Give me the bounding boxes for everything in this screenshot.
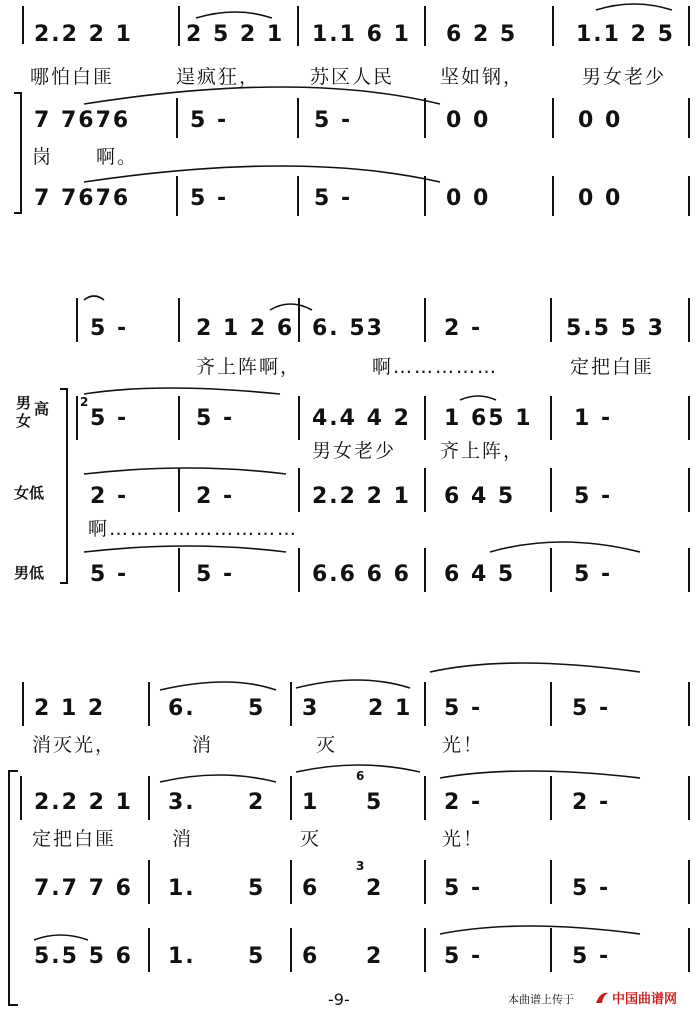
lyric: 岗 — [32, 146, 54, 168]
note-group: 7.7 7 6 — [34, 876, 133, 901]
lyric: 灭 — [316, 734, 338, 756]
lyric: 逞疯狂， — [176, 66, 261, 88]
note-group: 6. — [168, 696, 196, 721]
note-group: 5 - — [574, 562, 613, 587]
grace-note: 6 — [356, 769, 365, 783]
note-group: 5 - — [574, 484, 613, 509]
note-group: 3. — [168, 790, 196, 815]
source-credit: 本曲谱上传于 — [508, 993, 574, 1006]
note-group: 5.5 5 3 — [566, 316, 665, 341]
note-group: 5 - — [572, 876, 611, 901]
note-group: 2.2 2 1 — [34, 790, 133, 815]
part-label-mixed-high: 男 — [16, 394, 32, 412]
page-number: -9- — [328, 990, 350, 1009]
lyric: 光！ — [442, 734, 485, 756]
note-group: 5 - — [190, 108, 229, 133]
lyric: 男女老少 — [312, 440, 397, 462]
note-group: 5 - — [90, 562, 129, 587]
lyric: 啊…………… — [372, 356, 499, 378]
note-group: 2.2 2 1 — [34, 22, 133, 47]
note-group: 2 1 — [368, 696, 413, 721]
note-group: 7 7676 — [34, 108, 131, 133]
lyric: 啊……………………… — [88, 518, 299, 540]
note-group: 2 — [366, 944, 384, 969]
note-group: 2.2 2 1 — [312, 484, 411, 509]
note-group: 2 — [366, 876, 384, 901]
lyric: 哪怕白匪 — [30, 66, 115, 88]
note-group: 5 - — [314, 108, 353, 133]
site-brand[interactable]: 中国曲谱网 — [612, 992, 678, 1007]
lyric: 齐上阵， — [440, 440, 525, 462]
note-group: 5 — [248, 944, 266, 969]
note-group: 4.4 4 2 — [312, 406, 411, 431]
lyric: 消灭光， — [32, 734, 117, 756]
note-group: 6 — [302, 876, 320, 901]
site-logo-icon — [594, 990, 610, 1006]
note-group: 1. — [168, 876, 196, 901]
lyric: 苏区人民 — [310, 66, 395, 88]
note-group: 2 1 2 — [34, 696, 106, 721]
note-group: 5 - — [190, 186, 229, 211]
note-group: 2 - — [90, 484, 129, 509]
note-group: 5 — [366, 790, 384, 815]
part-label-high: 高 — [34, 400, 50, 418]
note-group: 6 4 5 — [444, 484, 516, 509]
lyric: 齐上阵啊， — [196, 356, 302, 378]
note-group: 2 5 2 1 — [186, 22, 285, 47]
note-group: 5 - — [572, 944, 611, 969]
note-group: 5 — [248, 696, 266, 721]
note-group: 5 - — [444, 876, 483, 901]
note-group: 2 - — [444, 790, 483, 815]
lyric: 啊。 — [96, 146, 139, 168]
lyric: 消 — [192, 734, 214, 756]
lyric: 定把白匪 — [32, 828, 117, 850]
lyric: 坚如钢， — [440, 66, 525, 88]
note-group: 1.1 2 5 — [576, 22, 675, 47]
note-group: 1. — [168, 944, 196, 969]
note-group: 1.1 6 1 — [312, 22, 411, 47]
note-group: 5 - — [90, 316, 129, 341]
lyric: 定把白匪 — [570, 356, 655, 378]
note-group: 5 - — [90, 406, 129, 431]
note-group: 2 1 2 6 — [196, 316, 295, 341]
lyric: 男女老少 — [582, 66, 667, 88]
note-group: 5 - — [196, 406, 235, 431]
note-group: 6 2 5 — [446, 22, 518, 47]
note-group: 0 0 — [446, 186, 491, 211]
note-group: 2 - — [572, 790, 611, 815]
grace-note: 3 — [356, 859, 365, 873]
note-group: 5 - — [314, 186, 353, 211]
note-group: 2 — [248, 790, 266, 815]
note-group: 3 — [302, 696, 320, 721]
note-group: 6. 53 — [312, 316, 384, 341]
note-group: 5 - — [572, 696, 611, 721]
note-group: 5 — [248, 876, 266, 901]
note-group: 7 7676 — [34, 186, 131, 211]
grace-note: 2 — [80, 395, 89, 409]
note-group: 1 — [302, 790, 320, 815]
note-group: 5 - — [444, 944, 483, 969]
part-label-mixed-high-female: 女 — [16, 412, 32, 430]
note-group: 5 - — [444, 696, 483, 721]
note-group: 2 - — [444, 316, 483, 341]
lyric: 灭 — [300, 828, 322, 850]
part-label-female-low: 女低 — [14, 484, 45, 502]
note-group: 6.6 6 6 — [312, 562, 411, 587]
lyric: 消 — [172, 828, 194, 850]
note-group: 2 - — [196, 484, 235, 509]
note-group: 0 0 — [578, 186, 623, 211]
note-group: 0 0 — [578, 108, 623, 133]
note-group: 0 0 — [446, 108, 491, 133]
note-group: 1 - — [574, 406, 613, 431]
note-group: 1 65 1 — [444, 406, 533, 431]
lyric: 光！ — [442, 828, 485, 850]
note-group: 6 4 5 — [444, 562, 516, 587]
note-group: 5.5 5 6 — [34, 944, 133, 969]
part-label-male-low: 男低 — [14, 564, 45, 582]
note-group: 5 - — [196, 562, 235, 587]
note-group: 6 — [302, 944, 320, 969]
